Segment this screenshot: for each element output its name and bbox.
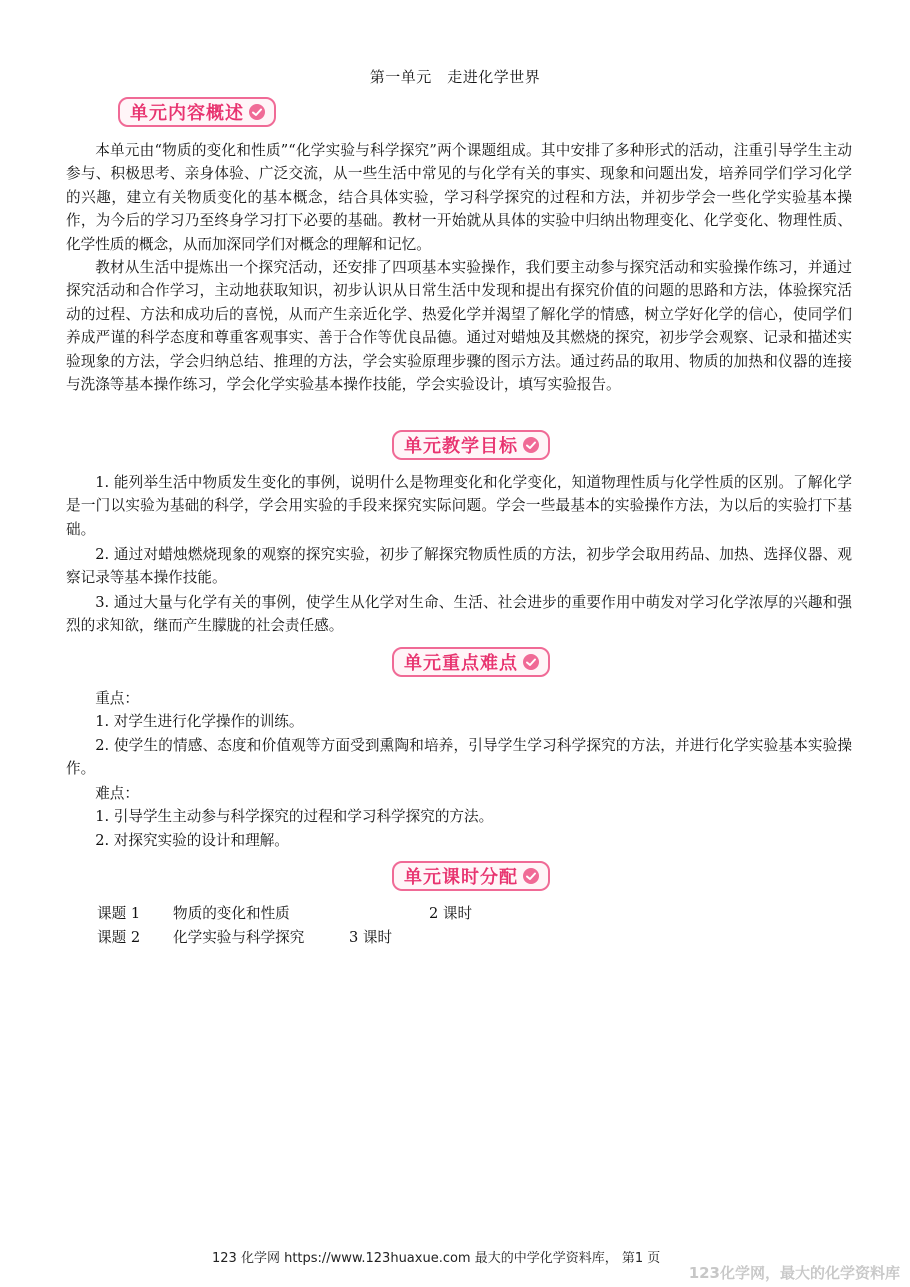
schedule-topic: 化学实验与科学探究 <box>173 929 305 946</box>
schedule-hours: 2 课时 <box>429 905 473 922</box>
difficult-item-1: 1. 引导学生主动参与科学探究的过程和学习科学探究的方法。 <box>95 808 494 825</box>
difficult-label: 难点： <box>95 785 139 802</box>
goal-item-3: 3. 通过大量与化学有关的事例，使学生从化学对生命、生活、社会进步的重要作用中萌发对学习化学浓厚的兴趣和强烈的求知欲，继而产生朦胧的社会责任感。 <box>66 594 852 635</box>
difficult-item-2: 2. 对探究实验的设计和理解。 <box>95 832 289 849</box>
goals-heading: 单元教学目标 <box>404 436 518 457</box>
schedule-topic: 物质的变化和性质 <box>173 905 290 922</box>
overview-paragraph-1: 本单元由“物质的变化和性质”“化学实验与科学探究”两个课题组成。其中安排了多种形式的活动，注重引导学生主动参与、积极思考、亲身体验、广泛交流，从一些生活中常见的与化学有关的事实、现象和问题出发，培养同学们学习化学的兴趣，建立有关物质变化的基本概念，结合具体实验，学习科学探究的过程和方法，并初步学会一些化学实验基本操作，为今后的学习乃至终身学习打下必要的基础。教材一开始就从具体的实验中归纳出物理变化、化学变化、物理性质、化学性质的概念，从而加深同学们对概念的理解和记忆。 <box>66 142 852 253</box>
overview-heading-badge <box>118 97 276 127</box>
overview-heading: 单元内容概述 <box>130 103 244 124</box>
schedule-lesson: 课题 2 <box>97 929 141 946</box>
goal-item-2: 2. 通过对蜡烛燃烧现象的观察的探究实验，初步了解探究物质性质的方法，初步学会取用药品、加热、选择仪器、观察记录等基本操作技能。 <box>66 546 852 587</box>
schedule-hours: 3 课时 <box>349 929 393 946</box>
key-item-1: 1. 对学生进行化学操作的训练。 <box>95 713 304 730</box>
schedule-heading: 单元课时分配 <box>404 867 518 888</box>
check-circle-icon <box>522 436 540 454</box>
schedule-heading-badge <box>392 861 550 891</box>
goal-item-1: 1. 能列举生活中物质发生变化的事例，说明什么是物理变化和化学变化，知道物理性质与化学性质的区别。了解化学是一门以实验为基础的科学，学会用实验的手段来探究实际问题。学会一些最基本的实验操作方法，为以后的实验打下基础。 <box>66 474 852 538</box>
key-item-2: 2. 使学生的情感、态度和价值观等方面受到熏陶和培养，引导学生学习科学探究的方法，并进行化学实验基本实验操作。 <box>66 737 852 778</box>
page-footer: 123 化学网 https://www.123huaxue.com 最大的中学化学资料库， 第1 页 <box>212 1251 661 1266</box>
schedule-lesson: 课题 1 <box>97 905 141 922</box>
goals-heading-badge <box>392 430 550 460</box>
check-circle-icon <box>522 653 540 671</box>
key-label: 重点： <box>95 690 139 707</box>
key-points-heading-badge <box>392 647 550 677</box>
check-circle-icon <box>522 867 540 885</box>
watermark: 123化学网，最大的化学资料库 <box>688 1264 900 1282</box>
page-title: 第一单元 走进化学世界 <box>369 68 541 86</box>
key-points-heading: 单元重点难点 <box>404 653 518 674</box>
overview-paragraph-2: 教材从生活中提炼出一个探究活动，还安排了四项基本实验操作，我们要主动参与探究活动和实验操作练习，并通过探究活动和合作学习，主动地获取知识，初步认识从日常生活中发现和提出有探究价值的问题的思路和方法，体验探究活动的过程、方法和成功后的喜悦，从而产生亲近化学、热爱化学并渴望了解化学的情感，树立学好化学的信心，使同学们养成严谨的科学态度和尊重客观事实、善于合作等优良品德。通过对蜡烛及其燃烧的探究，初步学会观察、记录和描述实验现象的方法，学会归纳总结、推理的方法，学会实验原理步骤的图示方法。通过药品的取用、物质的加热和仪器的连接与洗涤等基本操作练习，学会化学实验基本操作技能，学会实验设计，填写实验报告。 <box>66 259 852 394</box>
check-circle-icon <box>248 103 266 121</box>
